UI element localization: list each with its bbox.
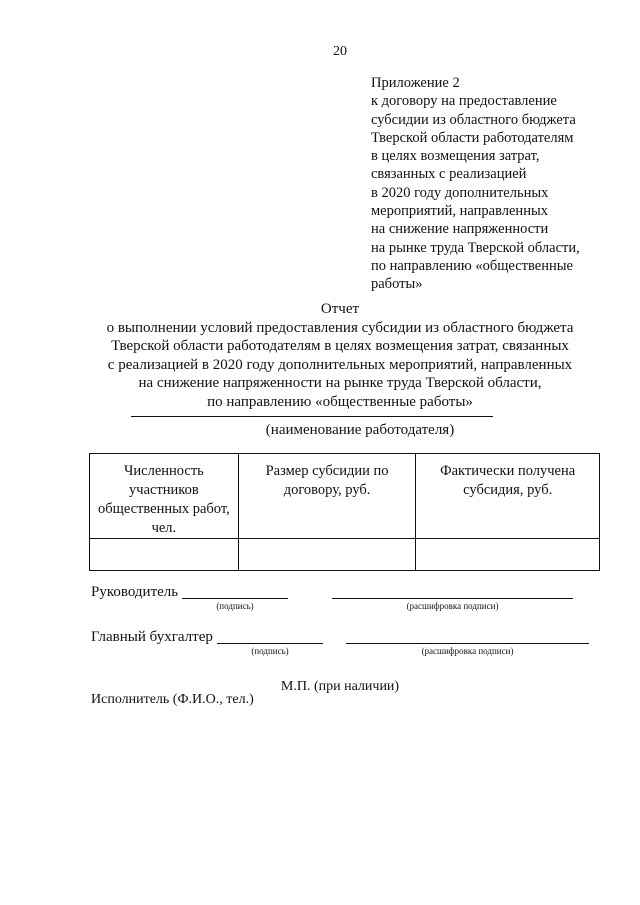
accountant-label: Главный бухгалтер	[91, 629, 213, 645]
stamp-placeholder: М.П. (при наличии)	[280, 679, 400, 694]
employer-name-line	[131, 416, 493, 417]
appendix-header	[371, 74, 611, 294]
head-signature-caption: (подпись)	[216, 601, 254, 611]
report-title-line: Отчет	[320, 301, 360, 317]
appendix-line: в 2020 году дополнительных	[371, 184, 549, 201]
accountant-signature-line[interactable]	[217, 643, 323, 644]
page-number: 20	[333, 44, 347, 59]
accountant-transcript-line[interactable]	[346, 643, 589, 644]
executor-line: Исполнитель (Ф.И.О., тел.)	[91, 692, 254, 707]
table-header-row	[90, 454, 600, 539]
appendix-line: работы»	[371, 276, 423, 293]
table-header-received-subsidy: Фактически получена субсидия, руб.	[416, 454, 600, 539]
report-title-line: по направлению «общественные работы»	[207, 393, 473, 410]
table-cell[interactable]	[238, 539, 416, 571]
appendix-line: связанных с реализацией	[371, 166, 527, 183]
report-title-line: о выполнении условий предоставления субсидии из областного бюджета	[106, 319, 574, 336]
accountant-transcript-caption: (расшифровка подписи)	[421, 646, 514, 656]
table-cell[interactable]	[416, 539, 600, 571]
head-transcript-line[interactable]	[332, 598, 573, 599]
head-signature-line[interactable]	[182, 598, 288, 599]
appendix-line: Тверской области работодателям	[371, 129, 574, 146]
appendix-line: по направлению «общественные	[371, 257, 573, 274]
report-title-line: с реализацией в 2020 году дополнительных мероприятий, направленных	[107, 356, 573, 373]
report-title-line: на снижение напряженности на рынке труда Тверской области,	[138, 375, 542, 391]
report-title	[0, 300, 640, 411]
appendix-line: в целях возмещения затрат,	[371, 148, 540, 165]
table-header-participants: Численность участников общественных работ, чел.	[90, 454, 239, 539]
table-cell[interactable]	[90, 539, 239, 571]
appendix-line: мероприятий, направленных	[371, 203, 548, 220]
accountant-signature-caption: (подпись)	[251, 646, 289, 656]
head-label: Руководитель	[91, 584, 179, 600]
head-transcript-caption: (расшифровка подписи)	[406, 601, 499, 611]
report-title-line: Тверской области работодателям в целях возмещения затрат, связанных	[111, 338, 569, 354]
appendix-line: Приложение 2	[371, 75, 460, 91]
table-header-subsidy-amount: Размер субсидии по договору, руб.	[238, 454, 416, 539]
report-table	[89, 453, 600, 571]
appendix-line: к договору на предоставление	[371, 93, 557, 110]
appendix-line: на рынке труда Тверской области,	[371, 239, 580, 256]
appendix-line: на снижение напряженности	[371, 221, 549, 238]
employer-caption: (наименование работодателя)	[265, 422, 455, 438]
table-row	[90, 539, 600, 571]
appendix-line: субсидии из областного бюджета	[371, 111, 576, 128]
